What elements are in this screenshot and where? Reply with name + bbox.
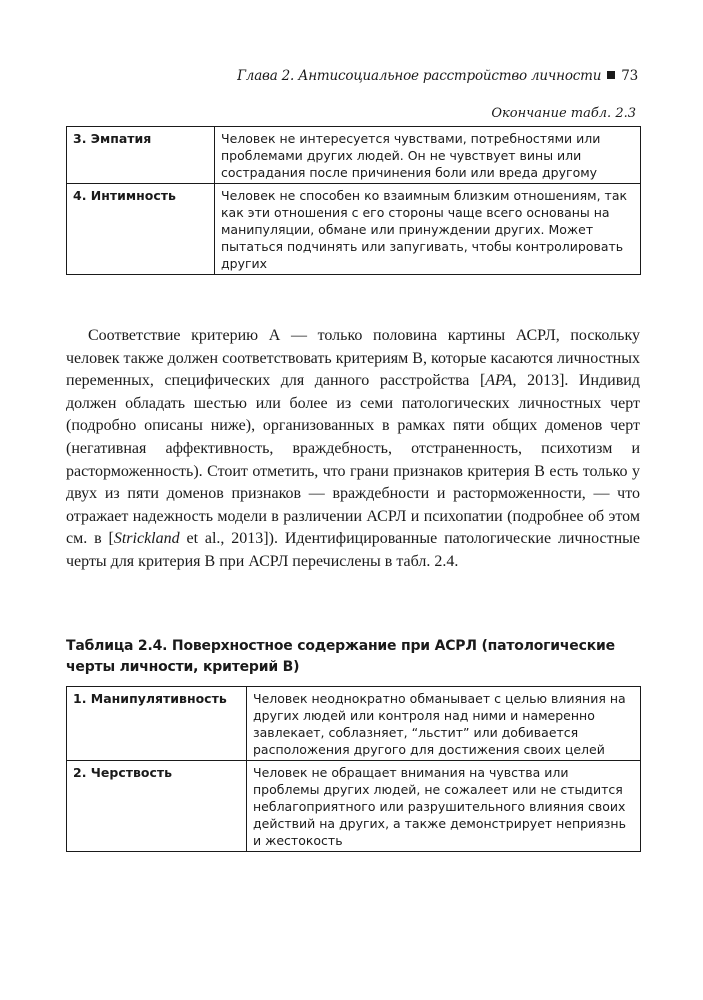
criterion-cell: 2. Черствость — [67, 761, 247, 852]
page-number: 73 — [621, 68, 638, 84]
citation-author: APA — [485, 372, 513, 390]
table-caption: Таблица 2.4. Поверхностное содержание при АСРЛ (патологические черты личности, критерий В) — [66, 638, 615, 675]
description-cell: Человек не обращает внимания на чувства или проблемы других людей, не сожалеет или не стыдится неблагоприятного или разрушительного влияния своих действий на других, а также демонстрирует неприязнь и жестокость — [247, 761, 641, 852]
text-segment: et al., 2013]). Идентифицированные патологические личностные черты для критерия В при АСРЛ перечислены в табл. 2.4. — [66, 530, 641, 570]
description-cell: Человек не способен ко взаимным близким отношениям, так как эти отношения с его стороны чаще всего основаны на манипуляции, обмане или принуждении других. Может пытаться подчинять или запугивать, чтобы контролировать других — [215, 184, 641, 275]
text-segment: , 2013]. Индивид должен обладать шестью или более из семи патологических личностных черт (подробно описаны ниже), организованных в рамках пяти общих доменов черт (негативная аффективность, враждебность, отстраненность, психотизм и расторможенность). Стоит отметить, что грани признаков критерия В есть только у двух из пяти доменов признаков — враждебности и расторможенности, — что отражает надежность модели в различении АСРЛ и психопатии (подробнее об этом см. в [ — [66, 372, 640, 548]
criterion-cell: 1. Манипулятивность — [67, 687, 247, 761]
table-2-4 — [66, 686, 641, 852]
paragraph — [66, 325, 640, 574]
square-bullet-icon — [607, 71, 615, 79]
citation-author: Strickland — [113, 530, 180, 548]
description-cell: Человек неоднократно обманывает с целью влияния на других людей или контроля над ними и намеренно завлекает, соблазняет, “льстит” или добивается расположения другого для достижения своих целей — [247, 687, 641, 761]
running-title: Глава 2. Антисоциальное расстройство личности — [237, 68, 602, 84]
text-segment: Соответствие критерию А — только половина картины АСРЛ, поскольку человек также должен соответствовать критериям В, которые касаются личностных переменных, специфических для данного расстройства [ — [66, 327, 640, 390]
criterion-cell: 3. Эмпатия — [67, 127, 215, 184]
table-row — [67, 184, 641, 275]
criterion-cell: 4. Интимность — [67, 184, 215, 275]
body-text — [66, 325, 640, 574]
table-row — [67, 127, 641, 184]
running-header — [70, 68, 638, 84]
description-cell: Человек не интересуется чувствами, потребностями или проблемами других людей. Он не чувствует вины или сострадания после причинения боли или вреда другому — [215, 127, 641, 184]
table-row — [67, 687, 641, 761]
table-continuation-label: Окончание табл. 2.3 — [491, 106, 636, 121]
table-row — [67, 761, 641, 852]
table-2-3-continuation — [66, 126, 641, 275]
